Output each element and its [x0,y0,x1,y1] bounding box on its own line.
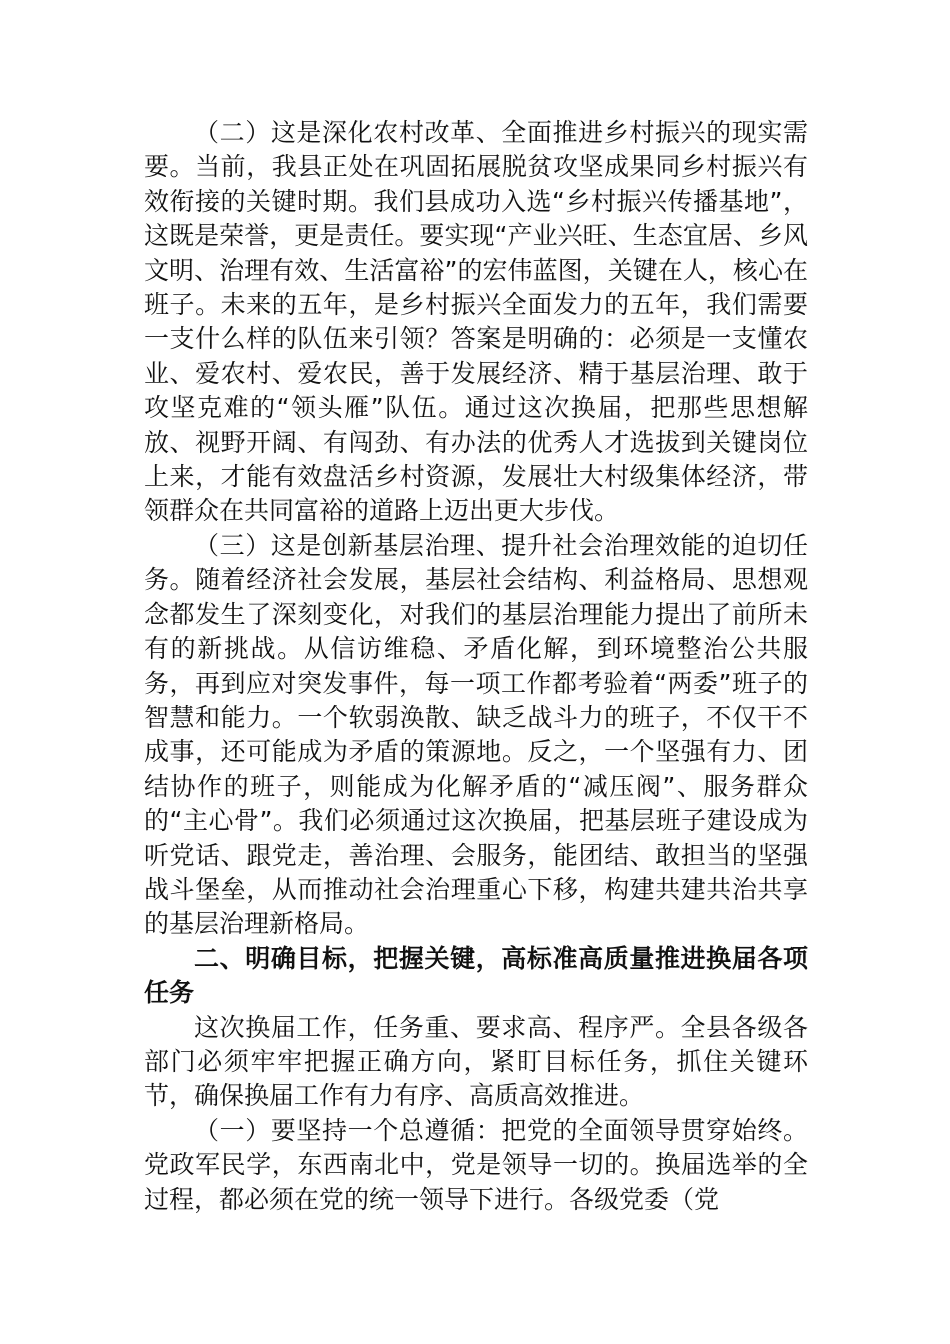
paragraph-rural-revitalization: （二）这是深化农村改革、全面推进乡村振兴的现实需要。当前，我县正处在巩固拓展脱贫攻坚成果同乡村振兴有效衔接的关键时期。我们县成功入选“乡村振兴传播基地”，这既是荣誉，更是责任。要实现“产业兴旺、生态宜居、乡风文明、治理有效、生活富裕”的宏伟蓝图，关键在人，核心在班子。未来的五年，是乡村振兴全面发力的五年，我们需要一支什么样的队伍来引领？答案是明确的：必须是一支懂农业、爱农村、爱农民，善于发展经济、精于基层治理、敢于攻坚克难的“领头雁”队伍。通过这次换届，把那些思想解放、视野开阔、有闯劲、有办法的优秀人才选拔到关键岗位上来，才能有效盘活乡村资源，发展壮大村级集体经济，带领群众在共同富裕的道路上迈出更大步伐。 [144,118,808,526]
paragraph-grassroots-governance: （三）这是创新基层治理、提升社会治理效能的迫切任务。随着经济社会发展，基层社会结构、利益格局、思想观念都发生了深刻变化，对我们的基层治理能力提出了前所未有的新挑战。从信访维稳、矛盾化解，到环境整治公共服务，再到应对突发事件，每一项工作都考验着“两委”班子的智慧和能力。一个软弱涣散、缺乏战斗力的班子，不仅干不成事，还可能成为矛盾的策源地。反之，一个坚强有力、团结协作的班子，则能成为化解矛盾的“减压阀”、服务群众的“主心骨”。我们必须通过这次换届，把基层班子建设成为听党话、跟党走，善治理、会服务，能团结、敢担当的坚强战斗堡垒，从而推动社会治理重心下移，构建共建共治共享的基层治理新格局。 [144,530,808,939]
document-body [144,116,808,1217]
section-heading-two: 二、明确目标，把握关键，高标准高质量推进换届各项任务 [144,943,808,1008]
paragraph-party-leadership: （一）要坚持一个总遵循：把党的全面领导贯穿始终。党政军民学，东西南北中，党是领导一切的。换届选举的全过程，都必须在党的统一领导下进行。各级党委（党 [144,1115,808,1214]
paragraph-section-intro: 这次换届工作，任务重、要求高、程序严。全县各级各部门必须牢牢把握正确方向，紧盯目标任务，抓住关键环节，确保换届工作有力有序、高质高效推进。 [144,1012,808,1111]
